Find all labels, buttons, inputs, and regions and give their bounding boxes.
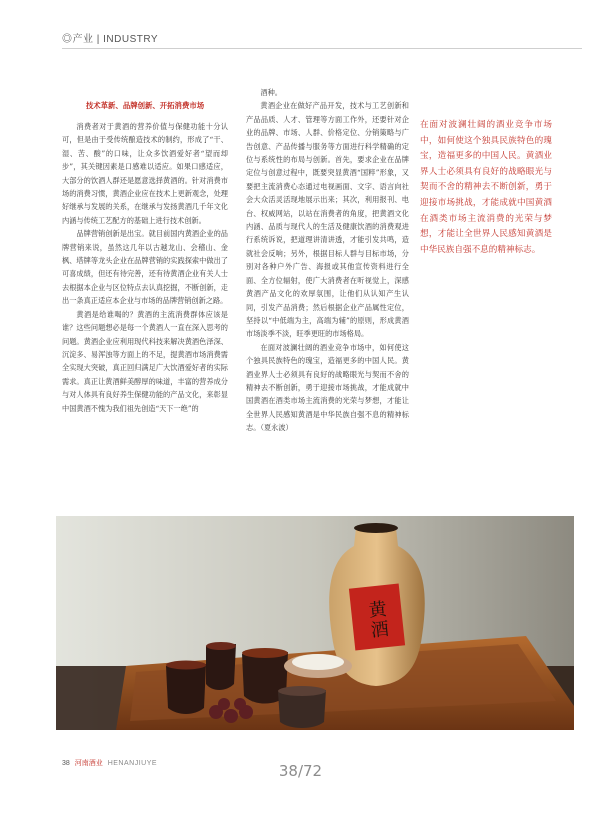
left-paragraph-2: 品牌营销创新是出宝。就目前国内黄酒企业的品牌营销来说，虽然这几年以古越龙山、会稽山、金枫、塔牌等龙头企业在品牌营销的实践探索中做出了可喜成绩，但还有待完善，还有待黄酒企业有关人士去根据本企业与区位特点去认真挖掘，不断创新，走出一条真正适应本企业与市场的品牌营销创新之路。 xyxy=(62,229,228,306)
footer-magazine-name: 河南酒业 xyxy=(74,760,103,767)
section-title: 技术革新、品牌创新、开拓消费市场 xyxy=(85,101,205,110)
header-divider xyxy=(62,48,582,49)
left-column xyxy=(62,120,228,415)
footer-page-number: 38 xyxy=(62,760,70,767)
page-counter[interactable]: 38/72 xyxy=(278,762,323,780)
middle-paragraph-1: 酒种。 xyxy=(260,88,282,97)
section-header: ◎产业 | INDUSTRY xyxy=(62,34,159,45)
middle-column xyxy=(246,86,409,435)
jug-label-text: 黄酒 xyxy=(364,598,390,641)
middle-paragraph-2: 黄酒企业在做好产品开发，技术与工艺创新和产品品质、人才、管理等方面工作外，还要针对企业的品牌、市场、人群、价格定位、分销策略与广告创意、产品传播与服务等方面进行科学精确的定位与系统性的布局与创新。首先，要求企业在品牌定位与创意过程中，既要突显黄酒“国粹”形象，又要把主流消费心态通过电视画面、文字、语言向社会大众活灵活现地展示出来；其次，利用报刊、电台、权威网站，以站在消费者的角度，把黄酒文化内涵、品质与现代人的生活及健康饮酒的消费观进行系统诉说，把道理讲清讲透，才能引发共鸣，造就社会反响；另外，根据目标人群与目标市场，分别对各种户外广告、海报或其他宣传资料进行全面、全方位辐射，使广大消费者在听视觉上，深感黄酒产品文化的欢厚氛围，让他们从认知产生认同，引发产品消费；然后根据企业产品属性定位，坚持以“中低端为主，高端为辅”的原则，形成黄酒市场淡季不淡，旺季更旺的市场格局。 xyxy=(246,101,409,339)
left-paragraph-1: 消费者对于黄酒的营养价值与保健功能十分认可，但是由于受传统酿造技术的制约，形成了“干、湿、苦、酸”的口味，让众多饮酒爱好者“望而却步”，其关键因素是口感难以适应。如果口感适应，大部分的饮酒人群还是愿意选择黄酒的。针对消费市场的消费习惯，黄酒企业应在技术上更新观念，处理好继承与发展的关系，在继承与发扬黄酒几千年文化内涵与传统工艺配方的基础上进行技术创新。 xyxy=(62,122,228,225)
huangjiu-photo xyxy=(56,516,574,730)
pull-quote: 在面对波澜壮阔的酒业竞争市场中，如何使这个独具民族特色的瑰宝，造福更多的中国人民。黄酒业界人士必须具有良好的战略眼光与契而不舍的精神去不断创新，勇于迎接市场挑战，才能成就中国黄酒在酒类市场主流消费的光荣与梦想，才能让全世界人民感知黄酒是中华民族自强不息的精神标志。 xyxy=(420,120,552,255)
left-paragraph-3: 黄酒是给谁喝的？黄酒的主流消费群体应该是谁？这些问题想必是每一个黄酒人一直在深入思考的问题。黄酒企业应利用现代科技来解决黄酒色泽深、沉淀多、易浑浊等方面上的不足，提黄酒市场消费需全实现大突破，真正回归满足广大饮酒爱好者的实际需求。真正让黄酒鲜美醇厚的味道，丰富的营养成分与对人体具有良好养生保健功能的产品文化，来彰显中国黄酒不愧为我们祖先创造“天下一绝”的 xyxy=(62,309,228,413)
footer-magazine-english: HENANJIUYE xyxy=(107,760,158,767)
middle-paragraph-3: 在面对波澜壮阔的酒业竞争市场中，如何使这个独具民族特色的瑰宝，造福更多的中国人民。黄酒业界人士必须具有良好的战略眼光与契而不舍的精神去不断创新，勇于迎接市场挑战，才能成就中国黄酒在酒类市场主流消费的光荣与梦想，才能让全世界人民感知黄酒是中华民族自强不息的精神标志。（夏永波） xyxy=(246,342,409,433)
